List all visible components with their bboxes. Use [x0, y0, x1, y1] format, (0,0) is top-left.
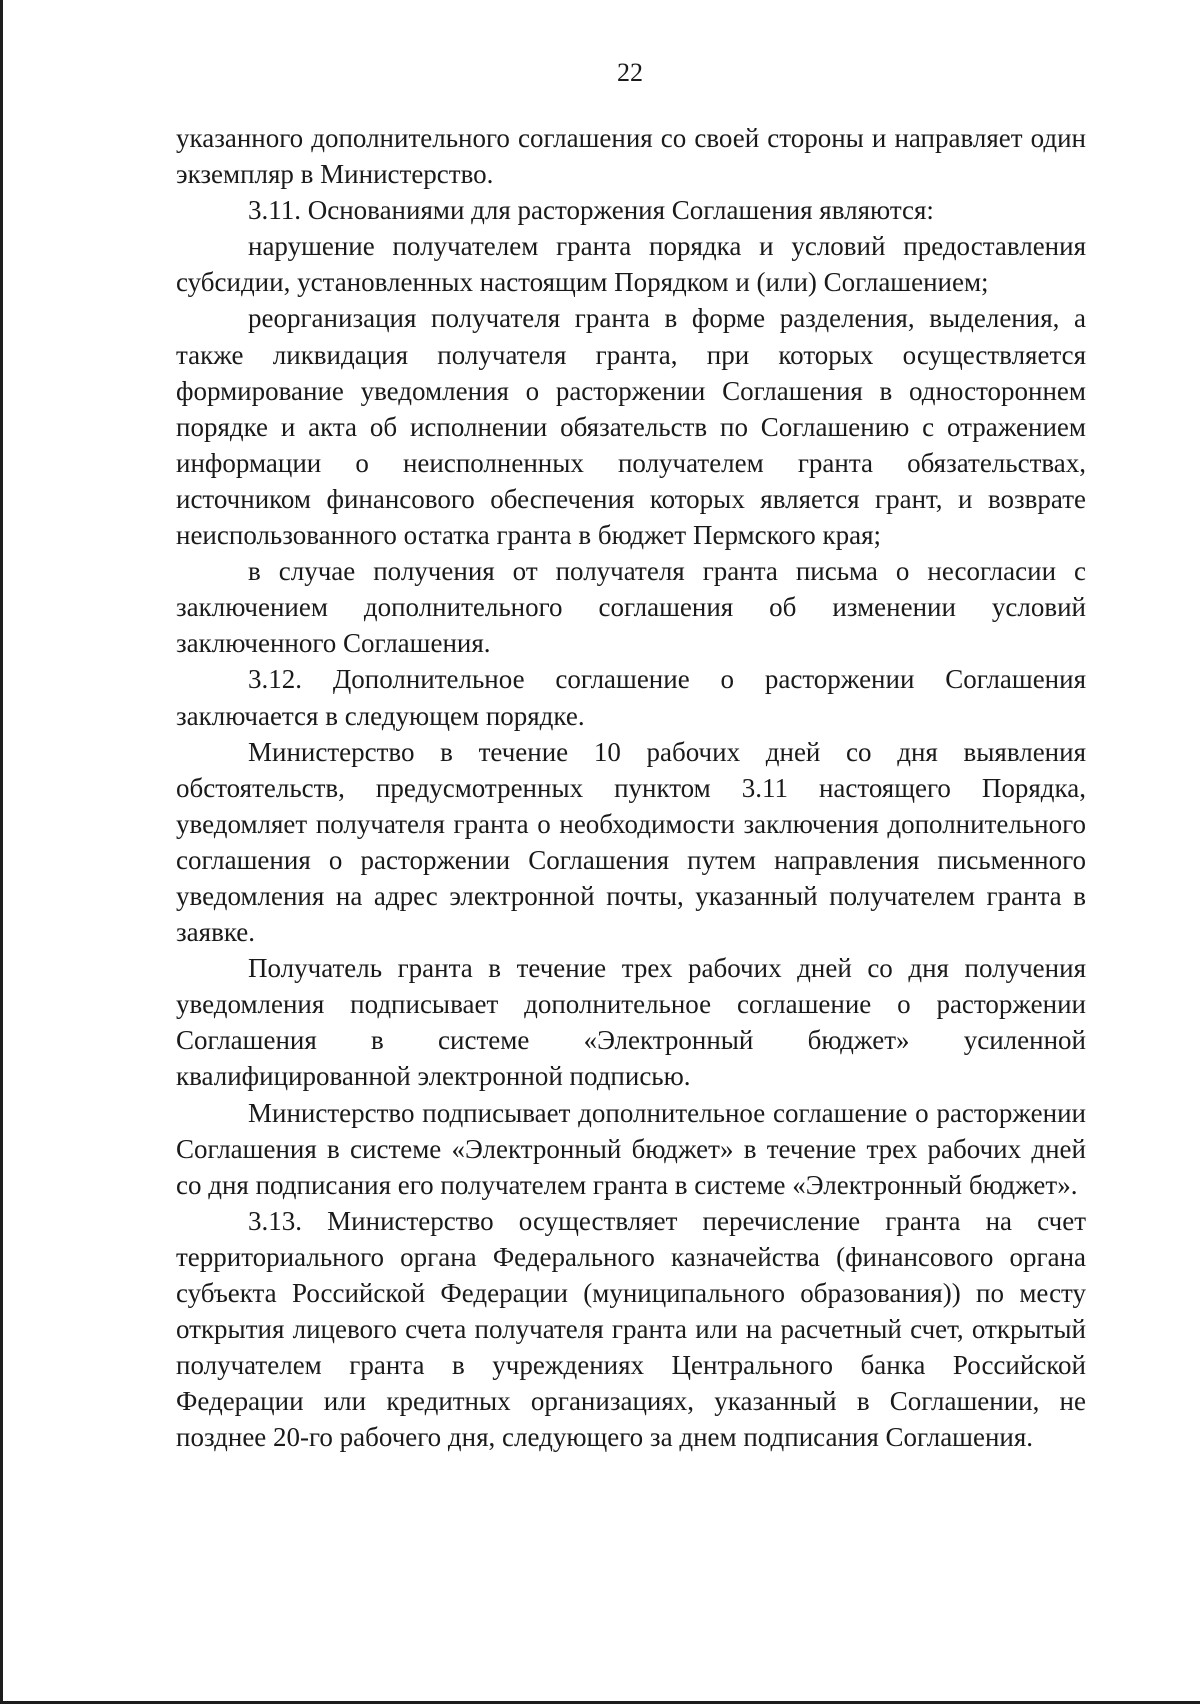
paragraph-recipient-signs: Получатель гранта в течение трех рабочих дней со дня получения уведомления подписывает дополнительное соглашение о расторжении Соглашения в системе «Электронный бюджет» усиленной квалифицированной электронной подписью. [176, 953, 1086, 1092]
document-body [176, 120, 1086, 1455]
page-number: 22 [617, 58, 643, 87]
scan-left-edge [0, 0, 3, 1704]
paragraph-ground-disagreement: в случае получения от получателя гранта письма о несогласии с заключением дополнительного соглашения об изменении условий заключенного Соглашения. [176, 556, 1086, 659]
paragraph-ground-reorganization: реорганизация получателя гранта в форме разделения, выделения, а также ликвидация получателя гранта, при которых осуществляется формирование уведомления о расторжении Соглашения в одностороннем порядке и акта об исполнении обязательств по Соглашению с отражением информации о неисполненных получателем гранта обязательствах, источником финансового обеспечения которых является грант, и возврате неиспользованного остатка гранта в бюджет Пермского края; [176, 303, 1086, 551]
paragraph-section-3-11: 3.11. Основаниями для расторжения Соглашения являются: [248, 195, 934, 226]
paragraph-ground-violation: нарушение получателем гранта порядка и условий предоставления субсидии, установленных настоящим Порядком и (или) Соглашением; [176, 231, 1086, 298]
paragraph-ministry-notice: Министерство в течение 10 рабочих дней со дня выявления обстоятельств, предусмотренных пунктом 3.11 настоящего Порядка, уведомляет получателя гранта о необходимости заключения дополнительного соглашения о расторжении Соглашения путем направления письменного уведомления на адрес электронной почты, указанный получателем гранта в заявке. [176, 736, 1086, 948]
paragraph-section-3-12: 3.12. Дополнительное соглашение о расторжении Соглашения заключается в следующем порядке. [176, 664, 1086, 731]
paragraph-ministry-signs: Министерство подписывает дополнительное соглашение о расторжении Соглашения в системе «Электронный бюджет» в течение трех рабочих дней со дня подписания его получателем гранта в системе «Электронный бюджет». [176, 1097, 1086, 1200]
paragraph-section-3-13: 3.13. Министерство осуществляет перечисление гранта на счет территориального органа Федерального казначейства (финансового органа субъекта Российской Федерации (муниципального образования)) по месту открытия лицевого счета получателя гранта или на расчетный счет, открытый получателем гранта в учреждениях Центрального банка Российской Федерации или кредитных организациях, указанный в Соглашении, не позднее 20-го рабочего дня, следующего за днем подписания Соглашения. [176, 1205, 1086, 1453]
paragraph-continuation: указанного дополнительного соглашения со своей стороны и направляет один экземпляр в Министерство. [176, 123, 1086, 190]
